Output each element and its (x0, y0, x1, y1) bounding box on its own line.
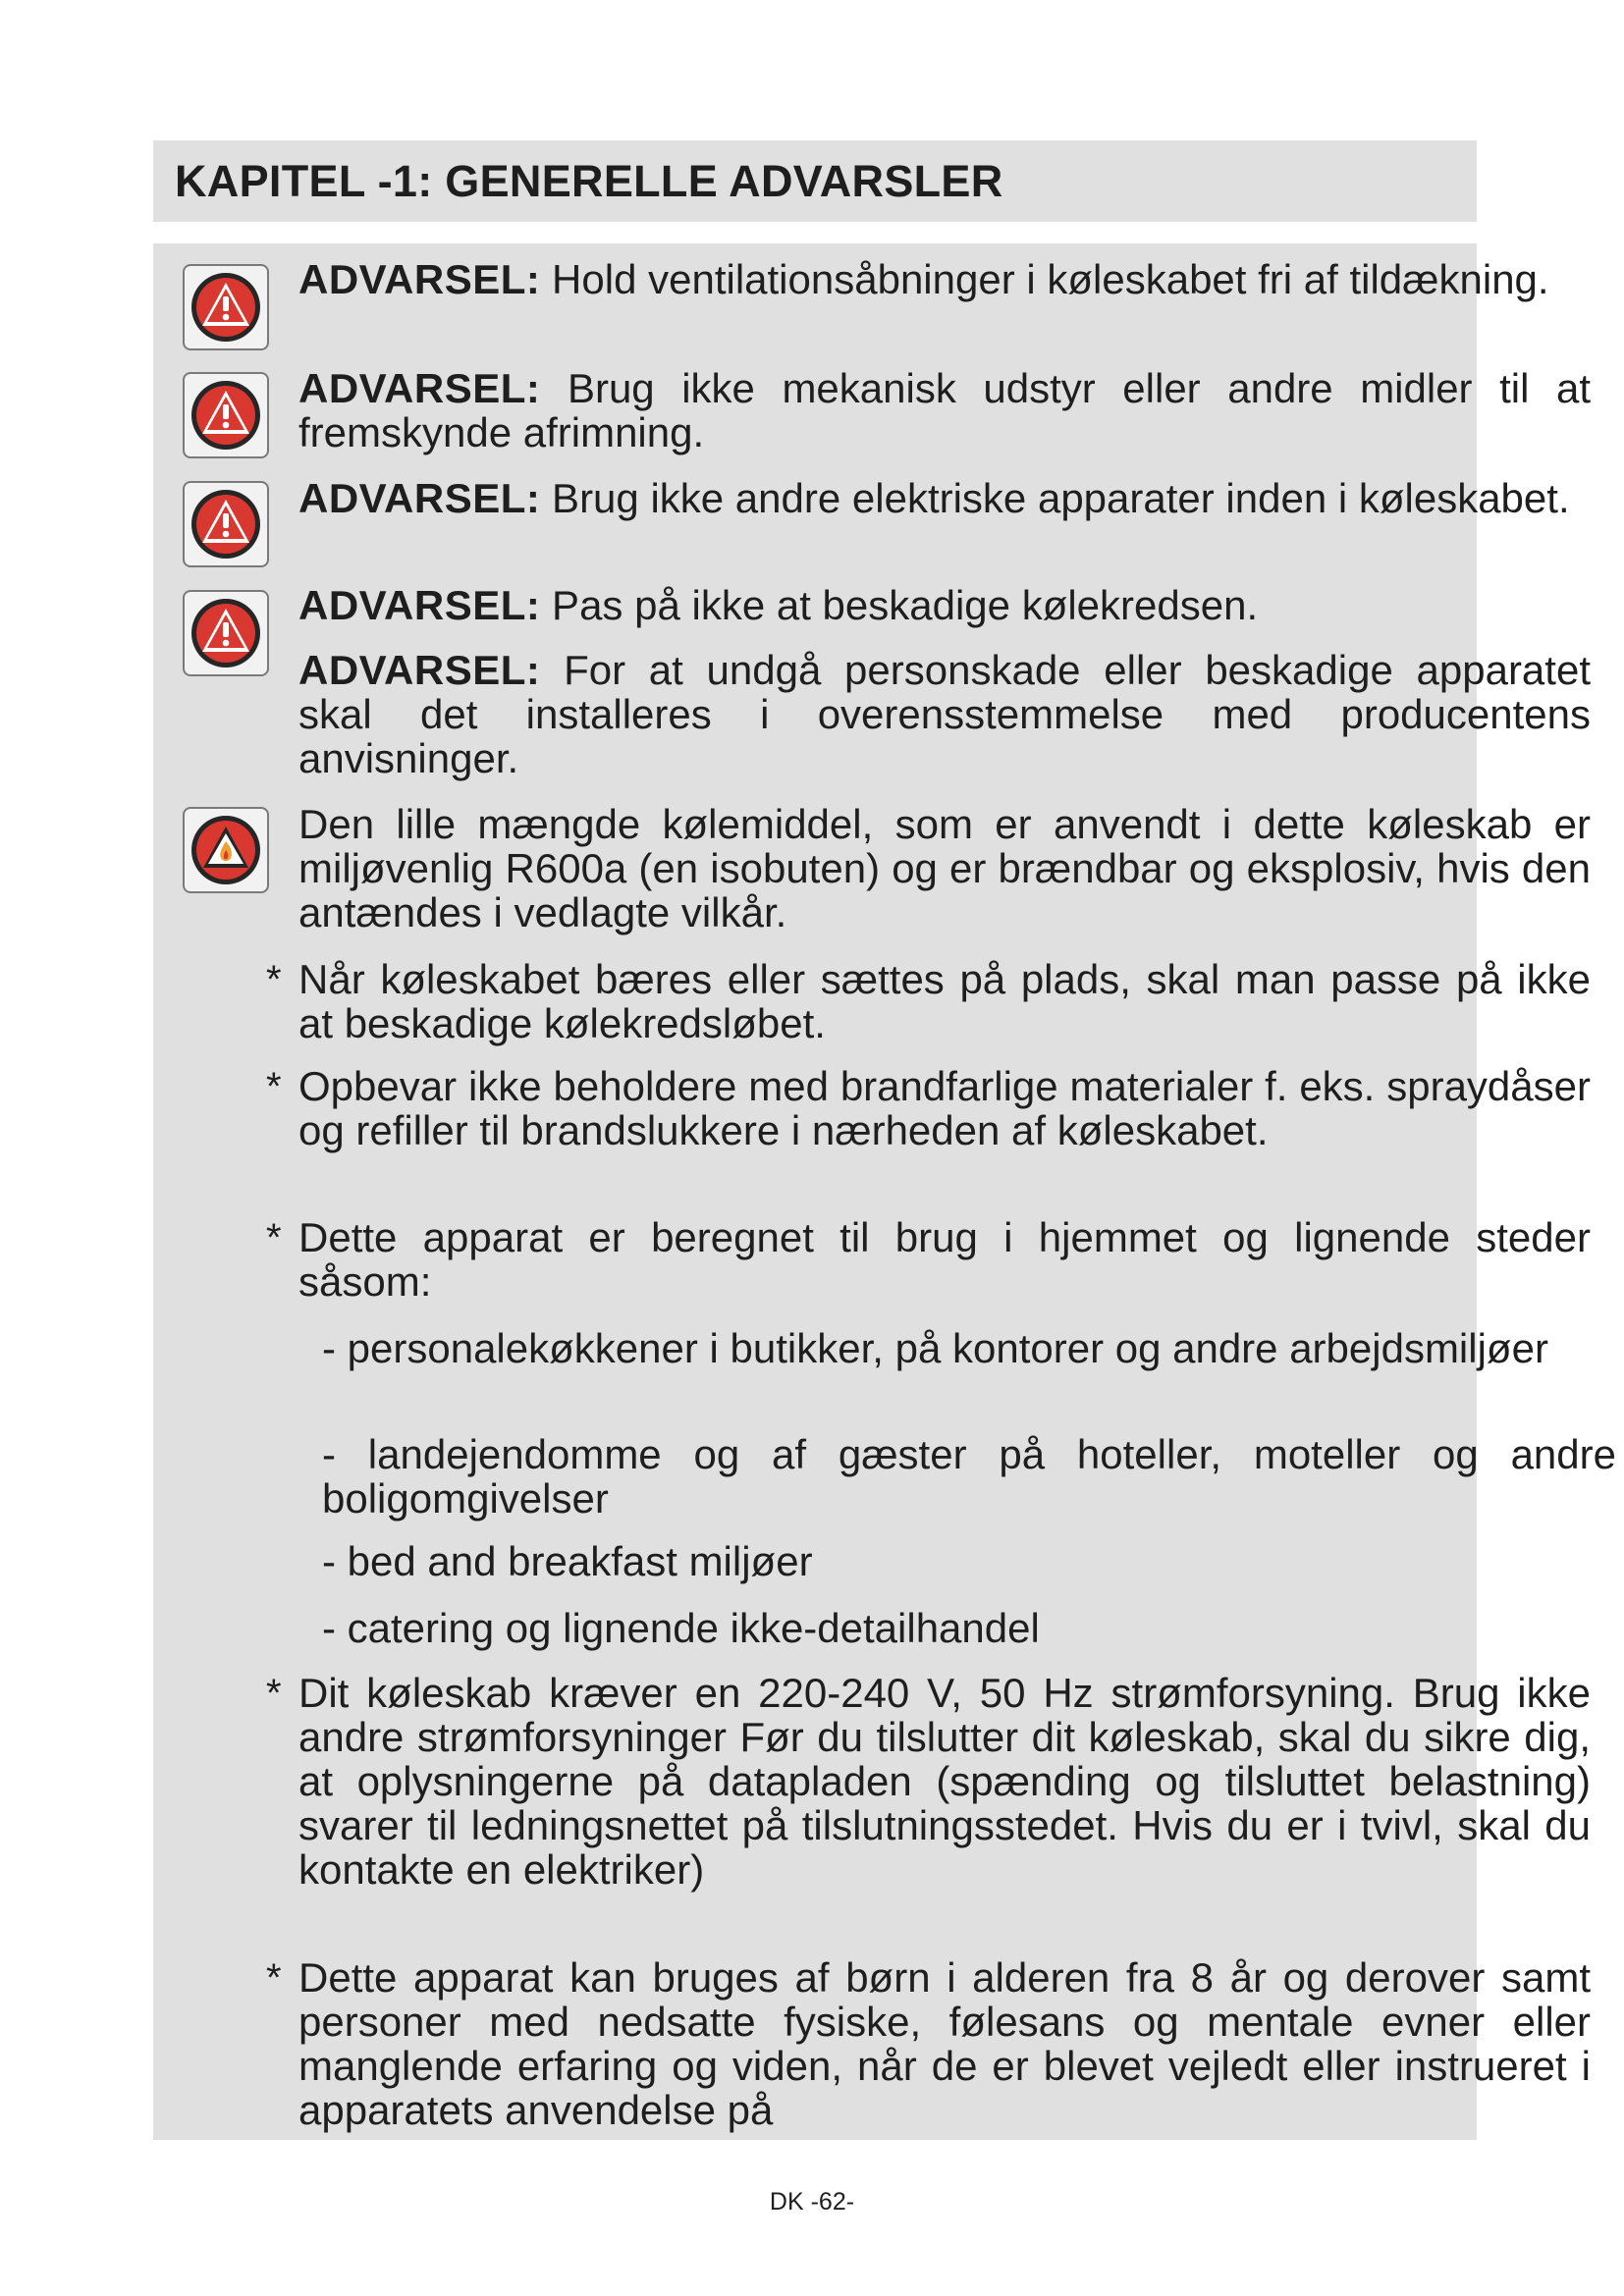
bullet-marker: * (266, 958, 282, 1001)
warning-text: Brug ikke mekanisk udstyr eller andre midler til at fremskynde afrimning. (298, 365, 1591, 455)
warning-paragraph (298, 366, 1591, 454)
warning-icon (183, 264, 269, 350)
warning-text: Brug ikke andre elektriske apparater inden i køleskabet. (540, 475, 1570, 521)
warning-label: ADVARSEL: (298, 582, 541, 628)
warning-label: ADVARSEL: (298, 647, 541, 693)
warning-paragraph (298, 648, 1591, 780)
warning-text: Hold ventilationsåbninger i køleskabet fri af tildækning. (540, 256, 1549, 302)
warning-label: ADVARSEL: (298, 475, 541, 521)
warning-text: Pas på ikke at beskadige kølekredsen. (540, 582, 1259, 628)
bullet-marker: * (266, 1956, 282, 2000)
bullet-text: Dette apparat kan bruges af børn i alderen fra 8 år og derover samt personer med nedsatte fysiske, følesans og mentale evner eller manglende erfaring og viden, når de er blevet vejledt eller instrueret i apparatets anvendelse på (298, 1954, 1591, 2133)
warning-icon (183, 590, 269, 676)
bullet-marker: * (266, 1065, 282, 1108)
bullet-marker: * (266, 1672, 282, 1715)
bullet-marker: * (266, 1216, 282, 1259)
warning-text: For at undgå personskade eller beskadige apparatet skal det installeres i overensstemmelse med producentens anvisninger. (298, 647, 1591, 781)
warning-icon (183, 372, 269, 458)
flammable-icon (183, 807, 269, 893)
page-number: DK -62- (769, 2188, 855, 2216)
sub-item: - landejendomme og af gæster på hoteller, moteller og andre boligomgivelser (322, 1431, 1616, 1522)
sub-item: - personalekøkkener i butikker, på kontorer og andre arbejdsmiljøer (322, 1325, 1548, 1371)
warnings-panel (153, 243, 1616, 2140)
warning-label: ADVARSEL: (298, 365, 541, 411)
bullet-text: Opbevar ikke beholdere med brandfarlige materialer f. eks. spraydåser og refiller til brandslukkere i nærheden af køleskabet. (298, 1063, 1591, 1153)
sub-item: - bed and breakfast miljøer (322, 1538, 813, 1584)
chapter-title: KAPITEL -1: GENERELLE ADVARSLER (175, 155, 1003, 206)
chapter-header (153, 140, 1477, 222)
warning-paragraph (298, 257, 1591, 301)
bullet-text: Dette apparat er beregnet til brug i hjemmet og lignende steder såsom: (298, 1214, 1591, 1305)
warning-paragraph (298, 583, 1591, 627)
warning-paragraph (298, 476, 1591, 520)
sub-item: - catering og lignende ikke-detailhandel (322, 1605, 1040, 1651)
bullet-text: Dit køleskab kræver en 220-240 V, 50 Hz strømforsyning. Brug ikke andre strømforsyninger Før du tilslutter dit køleskab, skal du sikre dig, at oplysningerne på datapladen (spænding og tilsluttet belastning) svarer til ledningsnettet på tilslutningsstedet. Hvis du er i tvivl, skal du kontakte en elektriker) (298, 1670, 1591, 1893)
refrigerant-note: Den lille mængde kølemiddel, som er anvendt i dette køleskab er miljøvenlig R600a (en isobuten) og er brændbar og eksplosiv, hvis den antændes i vedlagte vilkår. (298, 801, 1591, 935)
warning-label: ADVARSEL: (298, 256, 541, 302)
warning-icon (183, 481, 269, 567)
bullet-text: Når køleskabet bæres eller sættes på plads, skal man passe på ikke at beskadige kølekredsløbet. (298, 956, 1591, 1046)
